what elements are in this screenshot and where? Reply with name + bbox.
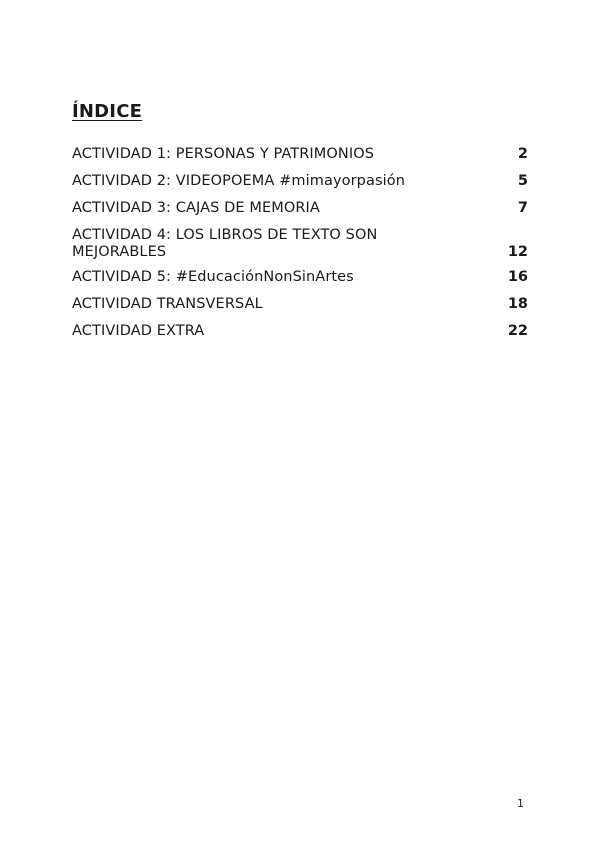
toc-entry-page-number: 18 xyxy=(507,296,528,312)
toc-entry-label: ACTIVIDAD 4: LOS LIBROS DE TEXTO SON MEJORABLES xyxy=(72,227,378,260)
toc-entry-label: ACTIVIDAD 2: VIDEOPOEMA #mimayorpasión xyxy=(72,173,405,189)
toc-entry[interactable] xyxy=(72,296,528,313)
toc-entry[interactable] xyxy=(72,269,528,286)
toc-entry[interactable] xyxy=(72,173,528,190)
toc-entry-page-number: 12 xyxy=(507,244,528,260)
toc-entry-page-number: 22 xyxy=(507,323,528,339)
toc-entry-label: ACTIVIDAD 5: #EducaciónNonSinArtes xyxy=(72,269,354,285)
toc-entry-label: ACTIVIDAD EXTRA xyxy=(72,323,205,339)
toc-entry-label: ACTIVIDAD 3: CAJAS DE MEMORIA xyxy=(72,200,320,216)
toc-entry-label: ACTIVIDAD 1: PERSONAS Y PATRIMONIOS xyxy=(72,146,375,162)
toc-entry-page-number: 5 xyxy=(517,173,528,189)
toc-entry-page-number: 16 xyxy=(507,269,528,285)
page-number: 1 xyxy=(517,797,524,810)
toc-entry[interactable] xyxy=(72,146,528,163)
toc-entry-page-number: 2 xyxy=(517,146,528,162)
toc-entry-label: ACTIVIDAD TRANSVERSAL xyxy=(72,296,263,312)
toc-entry[interactable] xyxy=(72,227,528,261)
toc-entry[interactable] xyxy=(72,200,528,217)
toc-list xyxy=(72,146,528,350)
toc-entry-page-number: 7 xyxy=(517,200,528,216)
toc-title: ÍNDICE xyxy=(72,101,143,122)
toc-entry[interactable] xyxy=(72,323,528,340)
